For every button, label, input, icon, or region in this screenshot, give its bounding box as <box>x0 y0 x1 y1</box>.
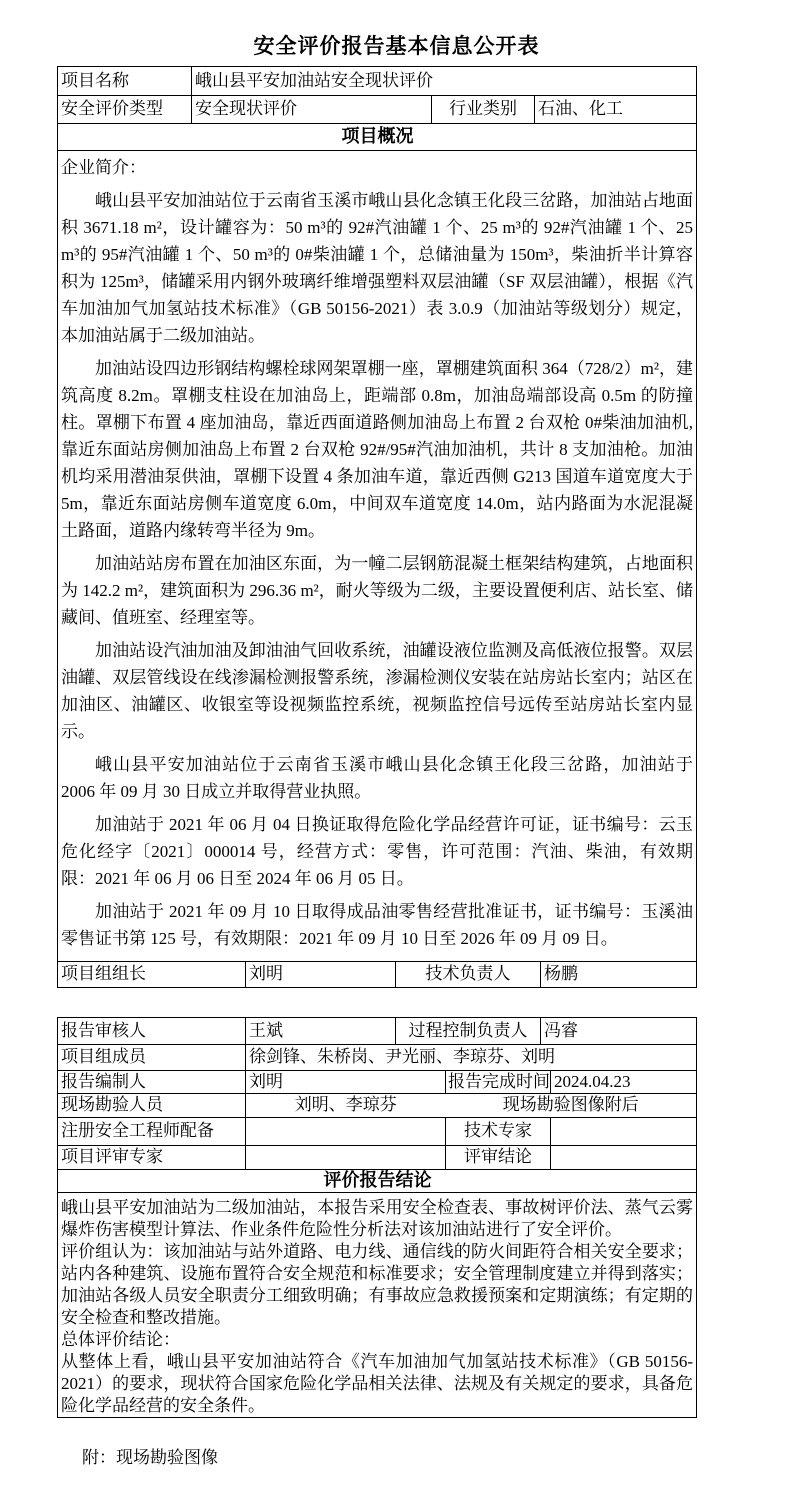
overview-paragraph: 加油站站房布置在加油区东面，为一幢二层钢筋混凝土框架结构建筑，占地面积为 142.2 m²，建筑面积为 296.36 m²，耐火等级为二级，主要设置便利店、站长室、储藏间、值班室、经理室等。 <box>61 554 693 627</box>
conclusion-paragraph: 从整体上看，峨山县平安加油站符合《汽车加油加气加氢站技术标准》（GB 50156-2021）的要求，现状符合国家危险化学品相关法律、法规及有关规定的要求，具备危险化学品经营的安全条件。 <box>61 1352 693 1415</box>
industry-value: 石油、化工 <box>534 96 696 123</box>
conclusion-header: 评价报告结论 <box>323 1170 432 1191</box>
survey-people: 刘明、李琼芬 <box>294 1095 397 1115</box>
members-label: 项目组成员 <box>61 1047 146 1067</box>
reviewer-label: 报告审核人 <box>61 1020 146 1040</box>
eval-type-row <box>58 95 696 123</box>
overview-paragraph: 企业简介： <box>61 158 146 177</box>
overview-paragraph: 加油站设汽油加油及卸油油气回收系统，油罐设液位监测及高低液位报警。双层油罐、双层管线设在线渗漏检测报警系统，渗漏检测仪安装在站房站长室内；站区在加油区、油罐区、收银室等设视频监控系统，视频监控信号远传至站房站长室内显示。 <box>61 641 693 741</box>
overview-paragraph <box>61 958 693 961</box>
reviewer-value: 王斌 <box>245 1018 395 1044</box>
finish-date-label: 报告完成时间 <box>445 1071 550 1093</box>
conclusion-body <box>58 1193 696 1417</box>
process-control-label: 过程控制负责人 <box>395 1018 540 1044</box>
basic-info-table <box>57 66 697 988</box>
overview-paragraph: 加油站于 2021 年 09 月 10 日取得成品油零售经营批准证书，证书编号：玉溪油零售证书第 125 号，有效期限：2021 年 09 月 10 日至 2026 年 09 月 09 日。 <box>61 902 693 948</box>
overview-header: 项目概况 <box>341 126 414 147</box>
tech-expert-value <box>550 1118 696 1145</box>
overview-paragraph: 加油站设四边形钢结构螺栓球网架罩棚一座，罩棚建筑面积 364（728/2）m²，建筑高度 8.2m。罩棚支柱设在加油岛上，距端部 0.8m，加油岛端部设高 0.5m 的防撞柱。罩棚下布置 4 座加油岛，靠近西面道路侧加油岛上布置 2 台双枪 0#柴油加油机,靠近东面站房侧加油岛上布置 2 台双枪 92#/95#汽油加油机，共计 8 支加油枪。加油机均采用潜油泵供油，罩棚下设置 4 条加油车道，靠近西侧 G213 国道车道宽度大于 5m，靠近东面站房侧车道宽度 6.0m，中间双车道宽度 14.0m，站内路面为水泥混凝土路面，道路内缘转弯半径为 9m。 <box>61 359 693 540</box>
overview-body-row <box>58 150 696 961</box>
overview-body <box>58 151 696 961</box>
survey-row <box>58 1093 696 1117</box>
compiler-value: 刘明 <box>245 1071 445 1093</box>
eval-type-value: 安全现状评价 <box>191 96 431 123</box>
conclusion-paragraph: 评价组认为：该加油站与站外道路、电力线、通信线的防火间距符合相关安全要求；站内各种建筑、设施布置符合安全规范和标准要求；安全管理制度建立并得到落实；加油站各级人员安全职责分工细致明确；有事故应急救援预案和定期演练；有定期的安全检查和整改措施。 <box>61 1242 693 1327</box>
engineer-value <box>245 1118 445 1145</box>
review-result-label: 评审结论 <box>445 1146 550 1169</box>
project-name-label: 项目名称 <box>61 70 129 90</box>
team-leader-label: 项目组组长 <box>61 964 146 984</box>
conclusion-header-row <box>58 1169 696 1192</box>
engineer-label: 注册安全工程师配备 <box>61 1121 214 1141</box>
survey-label: 现场勘验人员 <box>61 1095 163 1115</box>
review-expert-value <box>245 1146 445 1169</box>
project-name-row <box>58 67 696 95</box>
compiler-label: 报告编制人 <box>61 1071 146 1091</box>
overview-paragraph: 加油站于 2021 年 06 月 04 日换证取得危险化学品经营许可证，证书编号：云玉危化经字〔2021〕000014 号，经营方式：零售，许可范围：汽油、柴油，有效期限：2021 年 06 月 06 日至 2024 年 06 月 05 日。 <box>61 815 693 888</box>
compiler-row <box>58 1070 696 1093</box>
members-value: 徐剑锋、朱桥岗、尹光丽、李琼芬、刘明 <box>245 1045 696 1070</box>
review-result-value <box>550 1146 696 1169</box>
overview-header-row <box>58 123 696 150</box>
review-table <box>57 1017 697 1418</box>
project-name-value: 峨山县平安加油站安全现状评价 <box>191 67 696 95</box>
overview-paragraph: 峨山县平安加油站位于云南省玉溪市峨山县化念镇王化段三岔路，加油站于 2006 年 09 月 30 日成立并取得营业执照。 <box>61 755 693 801</box>
reviewer-row <box>58 1018 696 1044</box>
conclusion-paragraph: 峨山县平安加油站为二级加油站，本报告采用安全检查表、事故树评价法、蒸气云雾爆炸伤害模型计算法、作业条件危险性分析法对该加油站进行了安全评价。 <box>61 1198 693 1239</box>
tech-lead-value: 杨鹏 <box>540 962 696 987</box>
engineer-row <box>58 1117 696 1145</box>
review-expert-label: 项目评审专家 <box>61 1147 163 1167</box>
finish-date-value: 2024.04.23 <box>550 1071 696 1093</box>
review-expert-row <box>58 1145 696 1169</box>
page-title: 安全评价报告基本信息公开表 <box>253 34 540 58</box>
industry-label: 行业类别 <box>431 96 534 123</box>
members-row <box>58 1044 696 1070</box>
tech-lead-label: 技术负责人 <box>395 962 540 987</box>
survey-note: 现场勘验图像附后 <box>502 1095 639 1115</box>
team-leader-value: 刘明 <box>245 962 395 987</box>
conclusion-body-row <box>58 1192 696 1417</box>
attachment-note: 附：现场勘验图像 <box>82 1448 218 1467</box>
tech-expert-label: 技术专家 <box>445 1118 550 1145</box>
eval-type-label: 安全评价类型 <box>61 99 163 119</box>
overview-paragraph: 峨山县平安加油站位于云南省玉溪市峨山县化念镇王化段三岔路，加油站占地面积 3671.18 m²，设计罐容为：50 m³的 92#汽油罐 1 个、25 m³的 92#汽油罐 1 个、25 m³的 95#汽油罐 1 个、50 m³的 0#柴油罐 1 个，总储油量为 150m³，柴油折半计算容积为 125m³，储罐采用内钢外玻璃纤维增强塑料双层油罐（SF 双层油罐），根据《汽车加油加气加氢站技术标准》（GB 50156-2021）表 3.0.9（加油站等级划分）规定，本加油站属于二级加油站。 <box>61 191 693 345</box>
conclusion-paragraph: 总体评价结论： <box>61 1330 180 1349</box>
process-control-value: 冯睿 <box>540 1018 696 1044</box>
survey-values <box>245 1094 696 1117</box>
team-leader-row <box>58 961 696 987</box>
